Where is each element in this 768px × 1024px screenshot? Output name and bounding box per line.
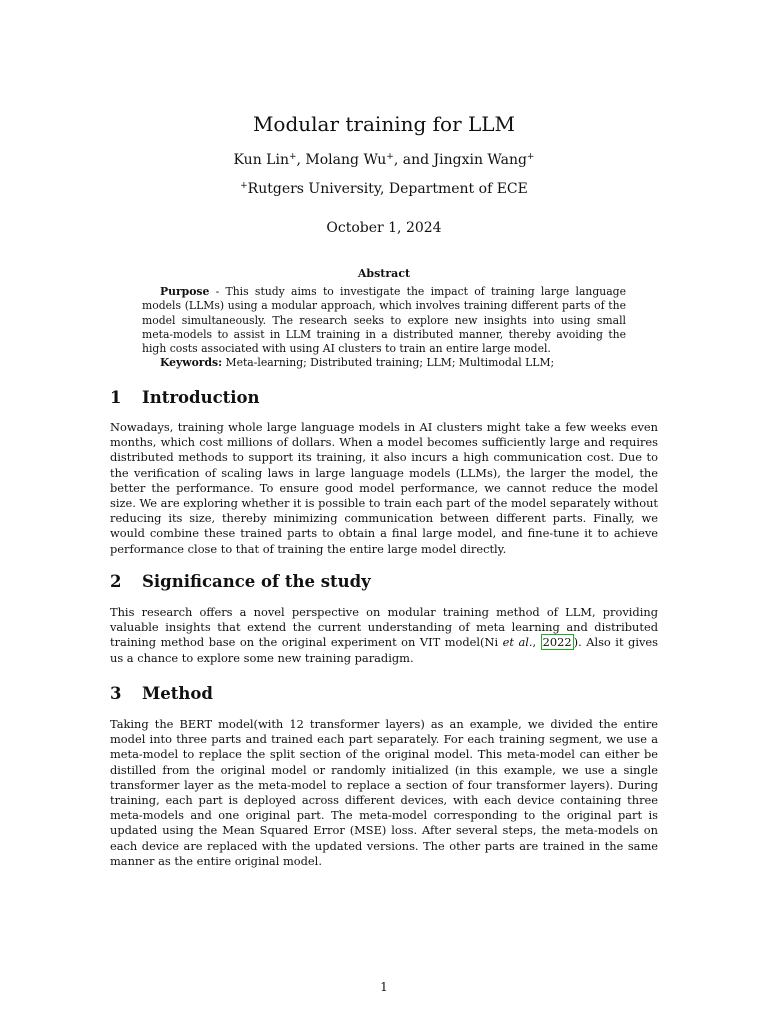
author-name: Molang Wu [305,152,387,168]
introduction-paragraph: Nowadays, training whole large language models in AI clusters might take a few weeks even months, which cost millions of dollars. When a model becomes sufficiently large and requires distributed methods to support its training, it also incurs a high communication cost. Due to the verification of scaling laws in large language models (LLMs), the larger the model, the better the performance. To ensure good model performance, we cannot reduce the model size. We are exploring whether it is possible to train each part of the model separately without reducing its size, thereby minimizing communication between different parts. Finally, we would combine these trained parts to obtain a final large model, and fine-tune it to achieve performance close to that of training the entire large model directly. [110,420,658,556]
significance-text: This research offers a novel perspective on modular training method of LLM, providing valuable insights that extend the current understanding of meta learning and distributed training method base on the original experiment on VIT model(Ni [110,605,658,650]
method-paragraph: Taking the BERT model(with 12 transformer layers) as an example, we divided the entire model into three parts and trained each part separately. For each training segment, we use a meta-model to replace the split section of the original model. This meta-model can either be distilled from the original model or randomly initialized (in this example, we use a single transformer layer as the meta-model to replace a section of four transformer layers). During training, each part is deployed across different devices, with each device containing three meta-models and one original part. The meta-model corresponding to the original part is updated using the Mean Squared Error (MSE) loss. After several steps, the meta-models on each device are replaced with the updated versions. The other parts are trained in the same manner as the entire original model. [110,717,658,868]
section-title: Method [142,684,213,703]
purpose-text: - This study aims to investigate the impact of training large language models (LLMs) using a modular approach, which involves training different parts of the model simultaneously. The research seeks to explore new insights into using small meta-models to assist in LLM training in a distributed manner, thereby avoiding the high costs associated with using AI clusters to train an entire large model. [142,285,626,356]
section-heading-significance [110,572,371,591]
section-title: Introduction [142,388,260,407]
purpose-label: Purpose [160,285,210,298]
section-number: 2 [110,572,122,591]
author-mark: + [288,152,297,162]
abstract-heading: Abstract [357,267,411,280]
section-number: 1 [110,388,122,407]
page-number: 1 [380,980,388,994]
author-mark: + [386,152,394,162]
affiliation-text: Rutgers University, Department of ECE [247,181,528,197]
author-joiner: , [296,152,306,168]
abstract-body [142,285,626,371]
section-heading-method [110,684,213,703]
significance-text-end: ). Also it gives us a chance to explore some new training paradigm. [110,635,658,665]
affiliation [0,181,768,197]
affiliation-mark: + [240,181,248,191]
section-heading-introduction [110,388,260,407]
paper-title: Modular training for LLM [252,112,516,136]
author-list [0,152,768,168]
abstract-purpose [142,285,626,356]
author-name: Jingxin Wang [433,152,527,168]
abstract-keywords [142,356,626,370]
keywords-label: Keywords: [160,356,223,370]
citation-etal: et al. [502,635,533,650]
section-title: Significance of the study [142,572,371,591]
paper-date: October 1, 2024 [326,220,442,236]
author-mark: + [526,152,535,162]
author-name: Kun Lin [233,152,289,168]
significance-paragraph [110,605,658,666]
keywords-text: Meta-learning; Distributed training; LLM; Multimodal LLM; [222,356,555,370]
author-joiner: , and [393,152,434,168]
citation-link[interactable]: 2022 [542,635,572,650]
citation-separator: , [532,635,541,650]
section-number: 3 [110,684,122,703]
